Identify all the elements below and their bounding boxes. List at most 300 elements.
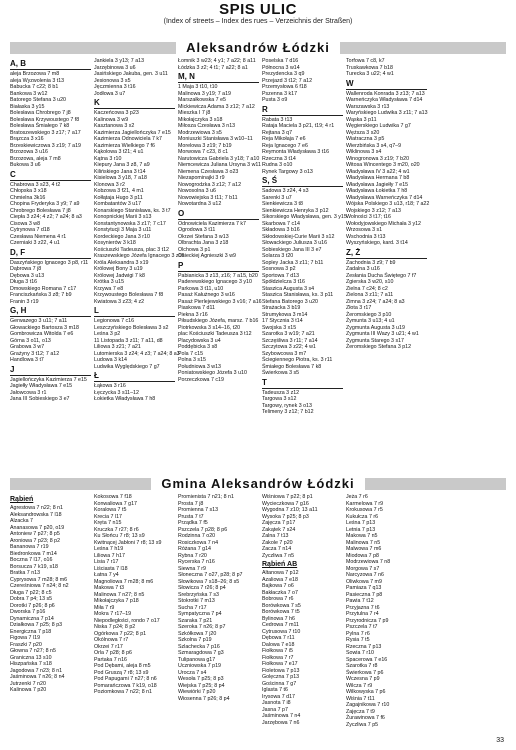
street-entry: Kisielowa 3 y18, 7 a18 xyxy=(94,175,148,181)
street-entry: Długa 3 t16 xyxy=(10,279,38,285)
street-entry: Pasieczna 7 p8 xyxy=(346,591,383,598)
street-entry: 17 Stycznia 3 t14 xyxy=(262,318,303,324)
street-entry: Niemcewicza Juliana Ursyna 3 w11 xyxy=(178,162,261,168)
street-entry: Pszczela 7 p28; 8 p6 xyxy=(178,526,228,533)
street-entry: Sarenki 3 u7 xyxy=(262,194,292,201)
street-entry: Pszenna 3 k17 xyxy=(262,90,298,97)
street-entry: Partaka 7 n16 xyxy=(94,656,127,663)
street-entry: Węższa 3 s20 xyxy=(346,129,380,136)
street-entry: Wiejska 7 p25; 8 p4 xyxy=(178,682,225,689)
street-entry: 11 Listopada 3 z11; 7 a11, d8 xyxy=(94,337,163,344)
street-entry: Szkółkowa 7 j20 xyxy=(178,630,217,637)
street-entry: Cisowa 3 w8 xyxy=(10,220,41,227)
street-entry: Łatna 7 y4 xyxy=(94,572,119,578)
street-entry: Zesłania Ducha Świętego 7 f7 xyxy=(346,272,417,279)
street-entry: Chabrowa 3 s23, 4 t2 xyxy=(10,181,61,188)
street-entry: Dębowa 3 u13 xyxy=(10,272,45,279)
street-entry: Władysława Hermana 7 b8 xyxy=(346,175,410,181)
street-entry: Piaskowa 7 d11 xyxy=(178,305,216,311)
index-column xyxy=(10,494,91,734)
street-entry: Pasaż Pierlejewskiego 3 v16; 7 a16 xyxy=(178,298,262,305)
section-title xyxy=(0,40,516,55)
street-entry: Mikołajczyka 3 s18 xyxy=(178,116,223,123)
street-entry: Cytrynowa 7 d18 xyxy=(10,227,50,233)
letter-heading: Ł xyxy=(94,371,175,382)
section-title-text: Aleksandrów Łódzki xyxy=(176,40,340,55)
street-entry: Wolności 3 t17; t16 xyxy=(346,214,391,220)
street-entry: Kwiatowa 3 z23; 4 z2 xyxy=(94,298,145,305)
street-entry: Morelowa 3 z19; 7 b19 xyxy=(178,142,232,149)
street-entry: Wiśniowa 7 p22; 8 p1 xyxy=(262,494,313,500)
letter-heading: T xyxy=(262,378,343,389)
street-entry: Kazimierza Jagiellończyka 7 e15 xyxy=(94,129,171,136)
street-entry: Szlachecka 7 p16 xyxy=(178,643,220,650)
street-entry: Biedronkowa 7 m14 xyxy=(10,550,57,557)
street-entry: Pomarańczowa 7 k19, o18 xyxy=(94,682,157,689)
street-entry: Aleksandrowska 7 l18 xyxy=(10,511,62,518)
street-entry: Rycerska 7 n16 xyxy=(178,559,215,565)
street-entry: Wrzosowa 3 s1 xyxy=(346,227,383,233)
street-entry: Sadowa 3 z24, 4 s3 xyxy=(262,188,309,194)
street-entry: Legionowa 7 c16 xyxy=(94,318,135,324)
street-entry: Rabata 3 t13 xyxy=(262,116,293,123)
street-entry: Reja Mikołaja 7 e6 xyxy=(262,136,306,142)
street-entry: Czerniaki 3 z22, 4 u1 xyxy=(10,240,60,246)
street-entry: Chrobrego Bolesława 7 j8 xyxy=(10,207,71,214)
street-entry: Zakole 7 p20 xyxy=(262,539,293,546)
street-entry: Ogrodowa 3 t11 xyxy=(178,227,216,233)
street-entry: Energiczna 7 p18 xyxy=(10,628,52,635)
street-entry: Targowa 3 s12 xyxy=(262,396,297,402)
street-entry: Długa 7 p22; 8 c5 xyxy=(10,589,52,596)
street-entry: Srebrzyńska 7 s3 xyxy=(178,591,219,598)
street-entry: Żeromskiego 3 p10 xyxy=(346,311,392,318)
street-entry: Nowowiejska 3 t11; 7 b11 xyxy=(178,194,238,201)
street-entry: Lisia 7 r17 xyxy=(94,559,119,565)
street-entry: Wojskiego 3 z12; 7 a13 xyxy=(346,207,401,214)
street-entry: Marszałkowska 7 e5 xyxy=(178,97,226,103)
street-entry: Wiatraczna 3 p5 xyxy=(346,136,385,142)
street-entry: Południowa 3 w13 xyxy=(178,363,221,370)
street-entry: Gościnna 7 g7 xyxy=(262,680,297,687)
street-entry: Wierzbińska 3 s4, q7–9 xyxy=(346,142,402,149)
street-entry: Mikołajczyka 7 p18 xyxy=(94,598,139,604)
street-entry: Kościuszki Tadeusza, plac 3 t12 xyxy=(94,246,169,253)
street-entry: Przyrodnicza 7 p9 xyxy=(346,617,389,624)
street-entry: Modrzewiowa 3 s5 xyxy=(178,129,222,136)
street-entry: Sucha 7 r17 xyxy=(178,604,207,611)
street-entry: Siewna 7 r9 xyxy=(178,565,206,572)
street-entry: Sympatyczna 7 p4 xyxy=(178,611,222,617)
street-entry: Borówkowa 7 t5 xyxy=(262,609,300,615)
street-entry: Wycieczkowa 7 g16 xyxy=(262,500,309,507)
street-entry: Bananowa 7 r19 xyxy=(10,544,49,550)
street-entry: Przytulna 7 r4 xyxy=(346,611,379,617)
street-entry: Zakątek 7 s24 xyxy=(262,526,296,533)
street-entry: Dębowa 7 r11 xyxy=(262,635,295,641)
street-entry: Dąbrowa 7 j8 xyxy=(10,266,42,272)
street-entry: Słowackiego Juliusza 3 u16 xyxy=(262,240,328,246)
street-entry: Sosnowa 3 p2 xyxy=(262,266,296,272)
street-entry: Poselska 7 d16 xyxy=(262,58,299,64)
street-entry: Żymunta 3 u13; 4 u1 xyxy=(346,318,395,324)
street-entry: Łąkowa 3 r16 xyxy=(94,383,126,389)
street-entry: Malwowa 7 m6 xyxy=(346,546,382,552)
street-entry: Jasna 7 p7 xyxy=(262,706,288,713)
street-entry: Zacza 7 n14 xyxy=(262,546,292,552)
street-entry: Pylna 7 r6 xyxy=(346,630,370,637)
street-entry: Zygmunta Augusta 3 u19 xyxy=(346,324,405,331)
street-entry: Zyczliwa 7 n5 xyxy=(262,552,295,559)
street-entry: Swojska 3 x15 xyxy=(262,324,297,331)
street-entry: Żeromskiego Stefana 3 p12 xyxy=(346,344,412,350)
street-entry: Zygmunta Starego 3 s17 xyxy=(346,337,405,344)
letter-heading: K xyxy=(94,98,175,109)
street-entry: Urocza 7 s4 xyxy=(178,669,207,676)
street-entry: Jaśminowa 7 n26; 8 n4 xyxy=(10,674,65,680)
street-entry: Polna 3 s15 xyxy=(178,357,206,363)
street-entry: Fiołkowa 7 i5 xyxy=(262,648,293,654)
street-entry: Liściasta 7 l18 xyxy=(94,565,128,572)
letter-heading: R xyxy=(262,105,343,116)
street-entry: Konopnickiej Marii 3 s13 xyxy=(94,214,152,220)
street-entry: Orla 7 p28; 8 p6 xyxy=(94,650,132,656)
street-entry: Kruczka 7 r27; 8 r6 xyxy=(94,526,139,533)
street-entry: Kobzowa 3 f21, 4 m1 xyxy=(94,188,144,194)
street-entry: Okrzei 7 r17 xyxy=(94,643,123,650)
street-entry: Placydowska 3 u4 xyxy=(178,337,221,344)
street-entry: Sikorskiego Władysława, gen. 3 y15 xyxy=(262,214,347,220)
street-entry: Nowogrodzka 3 z12; 7 a12 xyxy=(178,181,242,188)
street-entry: Konarskiego Stanisława, ks. 3 t7 xyxy=(94,207,171,214)
street-entry: Dobra 7 p4; 13 s5 xyxy=(10,596,53,602)
street-entry: Jałowcowa 3 r1 xyxy=(10,389,47,396)
locality-heading: Rąbień xyxy=(10,496,34,503)
street-entry: Skarbowa 7 c14 xyxy=(262,220,300,227)
street-entry: Ku Słońcu 7 r8; 13 s9 xyxy=(94,533,145,539)
street-entry: Jaśminowa 7 n4 xyxy=(262,713,301,719)
index-column xyxy=(346,58,430,458)
street-entry: Golęczna 7 p13 xyxy=(262,674,300,680)
street-entry: Kaczeńcowa 3 p23 xyxy=(94,110,139,116)
street-entry: Leśna 7 h19 xyxy=(94,546,124,552)
street-entry: Czereśniowa 7 n24; 8 n2 xyxy=(10,583,69,589)
street-entry: Krzywa 7 e8 xyxy=(94,285,124,292)
street-entry: Rzeczna 3 t14 xyxy=(262,155,296,162)
street-entry: Zalna 7 t13 xyxy=(262,533,289,539)
street-entry: Bratka 7 n13 xyxy=(10,570,41,576)
street-entry: Jęczmienna 3 t16 xyxy=(94,84,136,90)
street-entry: Sportowa 7 d13 xyxy=(262,272,300,279)
street-entry: Jagodowa 7 n23; 8 n1 xyxy=(10,667,63,674)
street-entry: Kąkolowa 3 t21; 4 u1 xyxy=(94,149,144,155)
street-entry: Górna 3 o11, o13 xyxy=(10,337,51,344)
street-entry: Prusta 7 t7 xyxy=(178,513,204,520)
street-entry: Reymonta Władysława 3 t16 xyxy=(262,149,330,155)
street-entry: Piotrkowska 3 s14–16, t20 xyxy=(178,324,241,331)
street-entry: Miłosza Czesława 3 n13 xyxy=(178,123,236,129)
street-entry: Pod Gruszą 7 r8; 13 s9 xyxy=(94,669,149,676)
page-number: 33 xyxy=(496,737,504,744)
street-entry: Zielna 7 c24; 8 c2 xyxy=(346,285,388,292)
street-entry: Karmelowa 7 r9 xyxy=(346,500,384,507)
street-entry: Wołodyjowskiego Michała 3 y12 xyxy=(346,220,421,227)
letter-heading: D, F xyxy=(10,248,91,259)
street-entry: Chmielna 3k16 xyxy=(10,194,46,201)
street-entry: Mieszka I 7 j8 xyxy=(178,110,211,116)
street-entry: Reja Ignacego 7 e6 xyxy=(262,142,308,149)
street-entry: Promienista 7 n21; 8 n1 xyxy=(178,494,234,500)
section-title xyxy=(0,476,516,491)
street-entry: Sobieskiego Jana III 3 e7 xyxy=(262,246,322,253)
street-entry: Wesoła 7 p25; 8 p3 xyxy=(178,676,224,682)
street-entry: 1 Maja 3 t10, t10 xyxy=(178,84,218,90)
street-entry: Wiklinowa 3 s4 xyxy=(346,149,382,155)
street-entry: Piłsudskiego Józefa, marsz. 7 b16 xyxy=(178,318,259,324)
street-entry: Rodzinna 7 o20 xyxy=(178,533,216,539)
street-entry: Nowotardna 3 u12 xyxy=(178,201,222,207)
page-subtitle: (Index of streets – Index des rues – Verzeichnis der Straßen) xyxy=(163,18,353,25)
street-entry: Działkowa 7 p25; 8 p3 xyxy=(10,622,63,628)
index-column xyxy=(10,58,91,458)
street-entry: Wąska 3 p11 xyxy=(346,116,377,123)
street-entry: Torfowa 7 c8, k7 xyxy=(346,58,385,64)
street-entry: Franin 3 r19 xyxy=(10,298,39,305)
street-entry: Okólnowa 7 r7 xyxy=(94,637,129,643)
street-entry: Jarzębinowa 3 u6 xyxy=(94,64,136,71)
street-entry: Prezydencka 3 q9 xyxy=(262,71,305,77)
street-entry: Mickiewicza Adama 3 z12; 7 a12 xyxy=(178,103,255,110)
letter-heading: O xyxy=(178,209,259,220)
street-entry: Bajkowa 7 o6 xyxy=(262,583,294,589)
street-entry: Jarzębowa 7 n6 xyxy=(262,719,300,726)
letter-heading: W xyxy=(346,79,427,90)
street-entry: Chłopska 3 x18 xyxy=(10,188,47,194)
street-entry: Złota 3 r17 xyxy=(346,305,372,311)
index-column xyxy=(262,58,347,458)
street-entry: Pawia 7 t12 xyxy=(346,598,374,604)
street-entry: Makowa 7 n5 xyxy=(346,533,378,539)
street-entry: Kosynierów 3 k18 xyxy=(94,240,136,246)
street-entry: Łęczycka 3 s11–12 xyxy=(94,389,139,396)
street-entry: Ludwika Wyględskiego 7 g7 xyxy=(94,363,160,370)
street-entry: Kazimierza Odnowiciela 7 k7 xyxy=(94,136,163,142)
street-entry: Graniczna 13 s10 xyxy=(10,654,52,661)
locality-heading: Rąbień AB xyxy=(262,561,298,568)
street-entry: Staszica Stanisława, ks. 3 p11 xyxy=(262,292,334,298)
street-entry: Liliowa 7 h17 xyxy=(94,552,125,559)
street-entry: Pod Dębami, aleja 8 m5 xyxy=(94,663,151,669)
street-entry: Krecia 7 l17 xyxy=(94,513,122,520)
street-entry: Konstytucji 3 Maja 3 u11 xyxy=(94,227,152,233)
street-entry: Zachodnia 3 z9; 7 b9 xyxy=(346,259,396,266)
street-entry: Fiołkowa 7 e17 xyxy=(262,661,298,667)
street-entry: Kokosowa 7 f18 xyxy=(94,494,132,500)
street-entry: Fioletowa 7 p13 xyxy=(262,667,300,674)
street-entry: Zygmunta III Wazy 3 u21; 4 w1 xyxy=(346,331,419,337)
street-entry: Kręta 7 n15 xyxy=(94,520,122,526)
street-entry: Wschodnia 3 t13 xyxy=(346,233,386,240)
street-entry: aleja Brzozowa 7 m8 xyxy=(10,71,60,77)
street-entry: Bratoszewskiego 3 z17; 7 a17 xyxy=(10,129,81,136)
street-entry: Warszawska 3 r13 xyxy=(346,103,390,110)
street-entry: Królowej Bony 3 u19 xyxy=(94,266,143,272)
street-entry: Miła 7 r9 xyxy=(94,604,115,611)
street-entry: Sowia 7 r10 xyxy=(346,650,374,656)
street-entry: Rejtana 3 q7 xyxy=(262,129,293,136)
street-entry: Łomnik 3 w23; 4 y1; 7 a22; 8 a11 xyxy=(178,58,256,64)
letter-heading: S, Ś xyxy=(262,176,343,187)
street-entry: Stefana Batorego 3 u20 xyxy=(262,298,318,305)
street-entry: Nowosolna 3 u6 xyxy=(178,188,216,194)
street-entry: Narutowicza Gabriela 3 y18; 7 a10 xyxy=(178,155,260,162)
street-entry: Wilcza 7 r9 xyxy=(346,682,373,689)
street-entry: Olbrachta Jana 3 z18 xyxy=(178,240,229,246)
street-entry: Jagiełły Władysława 7 e15 xyxy=(10,383,73,389)
street-entry: Stokrotki 7 m13 xyxy=(178,598,215,604)
street-entry: Uczniowska 7 p19 xyxy=(178,663,221,669)
street-entry: Pabianicka 3 z13, z16; 7 a15, b20 xyxy=(178,272,258,279)
street-entry: Składowa 3 b16 xyxy=(262,227,300,233)
street-entry: Azaliowa 7 e18 xyxy=(262,576,298,583)
street-entry: Koralowa 7 t5 xyxy=(94,507,127,513)
street-entry: Krótka 3 u15 xyxy=(94,279,125,285)
street-entry: Jasińskiego Jakuba, gen. 3 u11 xyxy=(94,71,168,77)
street-entry: Magnoliowa 7 m28; 8 m6 xyxy=(94,578,154,585)
street-entry: Kołłątaja Hugo 3 p11 xyxy=(94,194,143,201)
street-entry: Brzeskiewiczowa 3 z19; 7 a19 xyxy=(10,142,81,149)
street-entry: Prządka 7 f5 xyxy=(178,520,208,526)
street-entry: Aroniowa 7 p23; 8 p2 xyxy=(10,537,61,544)
street-entry: Olchowa 3 p1 xyxy=(178,246,211,253)
street-entry: Przemysłowa 6 f18 xyxy=(262,84,307,90)
street-index-columns xyxy=(10,58,430,458)
street-entry: Bolesława Chrobrego 7 j8 xyxy=(10,110,71,116)
street-entry: Poddębicka 3 s8 xyxy=(178,344,218,350)
street-entry: Leszczyńskiego Bolesława 3 s2 xyxy=(94,324,169,331)
street-entry: Waryńskiego Ludwika 3 z11; 7 a13 xyxy=(346,110,428,116)
street-entry: Bankowa 3 w12 xyxy=(10,90,48,97)
street-entry: Łokietka Władysława 7 h8 xyxy=(94,396,156,402)
street-entry: Gombrowicza Witolda 7 e6 xyxy=(10,331,74,337)
street-entry: Okrzei Stefana 3 w13 xyxy=(178,233,229,240)
street-entry: Morwowa 7 c23, 8 c1 xyxy=(178,149,229,155)
street-entry: Ananasowa 7 p20, o19 xyxy=(10,524,65,531)
street-entry: Pamiaza 7 q13 xyxy=(346,585,382,591)
street-entry: Iglasta 7 t6 xyxy=(262,687,288,693)
street-entry: Malinowa 3 y19; 7 a19 xyxy=(178,90,232,97)
street-entry: Rosiczkowa 7 n4 xyxy=(178,539,219,546)
street-entry: Modrzewiowa 7 n8 xyxy=(346,559,391,565)
street-entry: Pod Papugami 7 n27; 8 n6 xyxy=(94,676,157,682)
street-entry: Władysława Łokietka 7 h8 xyxy=(346,188,408,194)
street-entry: Alzacka 7 xyxy=(10,518,33,524)
page-header xyxy=(0,2,516,26)
street-entry: Irysowa 7 d17 xyxy=(262,693,295,700)
street-entry: Poziomkowa 7 n22; 8 n1 xyxy=(94,689,153,695)
street-entry: Handlowa 3 t7 xyxy=(10,357,44,363)
street-entry: Turecka 3 u22; 4 w1 xyxy=(346,71,394,77)
street-entry: Tulipanowa g17 xyxy=(178,656,216,663)
street-entry: Piekna 3 r16 xyxy=(178,311,208,318)
street-entry: Szaraka 7 p21 xyxy=(178,617,213,624)
street-entry: Zagajnikowa 7 r10 xyxy=(346,702,390,708)
street-entry: Śmiałego Bolesława 7 k8 xyxy=(262,363,322,370)
street-entry: Oliwkowa 7 m9 xyxy=(346,578,382,585)
street-entry: Królowej Jadwigi 7 k8 xyxy=(94,272,145,279)
street-entry: Pasaż Kałużnego 3 w16 xyxy=(178,292,235,298)
street-entry: Rysia 7 t5 xyxy=(346,637,370,643)
street-entry: Cyprysowa 7 m28; 8 m6 xyxy=(10,576,68,583)
street-entry: Bolesława Krzywoustego 7 f8 xyxy=(10,116,80,123)
street-entry: Ludowa 3 k14 xyxy=(94,357,127,363)
street-entry: Daszyńskiego Ignacego 3 p8, r11 xyxy=(10,259,89,266)
street-entry: Skłodowskiej-Curie Marii 3 s12 xyxy=(262,233,335,240)
street-entry: Kiepury Jana 3 z8, 7 a9 xyxy=(94,162,150,168)
street-entry: Pola 7 c15 xyxy=(178,350,204,357)
street-entry: Brzozowa 3 u16 xyxy=(10,149,48,155)
street-entry: Kątna 3 r10 xyxy=(94,155,122,162)
street-entry: plac Kościuszki Tadeusza 3 t12 xyxy=(178,331,252,337)
street-entry: Batorego Stefana 3 u20 xyxy=(10,97,66,103)
street-entry: Północna 3 w14 xyxy=(262,64,300,71)
street-entry: Solarza 3 t20 xyxy=(262,253,294,259)
street-entry: Boczna 7 l17, o16 xyxy=(10,557,53,563)
street-entry: Grabowa 3 w7 xyxy=(10,344,45,350)
street-entry: Wiewiórki 7 p20 xyxy=(178,689,216,695)
street-entry: Dynamiczna 7 p14 xyxy=(10,615,54,622)
street-entry: Sienkiewicza 3 t8 xyxy=(262,201,303,207)
street-entry: Kombatantów 3 u17 xyxy=(94,201,142,207)
street-entry: Szczęśliwa 3 r11; 7 a14 xyxy=(262,337,318,344)
street-entry: Wczesna 7 p9 xyxy=(346,676,380,682)
street-entry: Klonowa 3 r2 xyxy=(94,181,125,188)
street-entry: Kalinowa 7 p20 xyxy=(10,687,47,693)
street-entry: Parkowa 3 t11, u10 xyxy=(178,285,224,292)
street-entry: Władysława Jagiełły 7 e15 xyxy=(346,181,409,188)
letter-heading: G, H xyxy=(10,306,91,317)
street-entry: Truskawkowa 7 b18 xyxy=(346,64,393,71)
index-column xyxy=(178,58,262,458)
section-title-text: Gmina Aleksandrów Łódzki xyxy=(151,476,364,491)
street-entry: Jesionowa 3 s5 xyxy=(94,77,131,84)
letter-heading: M, N xyxy=(178,72,259,83)
street-entry: Kilińskiego Jana 3 t14 xyxy=(94,168,146,175)
street-entry: Słowikowa 7 s18–26; 8 s5 xyxy=(178,578,240,585)
street-entry: Sienkiewicza Henryka 3 p12 xyxy=(262,207,329,214)
street-entry: Zgierska 3 w20, s10 xyxy=(346,279,394,285)
street-entry: aleja Wyzwolenia 3 t13 xyxy=(10,77,65,84)
street-entry: Moniuszki Stanisława 3 w10–11 xyxy=(178,136,253,142)
index-column xyxy=(94,58,185,458)
street-entry: Tadeusza 3 z12 xyxy=(262,389,300,396)
street-entry: Franciszkańska 3 z8; 7 b9 xyxy=(10,292,72,298)
street-entry: Króla Aleksandra 3 x19 xyxy=(94,259,149,266)
street-entry: Grażyny 3 t12; 7 a12 xyxy=(10,350,60,357)
index-column xyxy=(262,494,343,734)
street-entry: Antoniew 7 p27; 8 p5 xyxy=(10,531,60,537)
street-entry: Słowicza 7 r26; 8 p4 xyxy=(178,585,226,591)
street-entry: Babucka 7 c22; 8 b1 xyxy=(10,84,59,90)
index-column xyxy=(178,494,259,734)
street-entry: Szczytowa 3 z22; 4 w1 xyxy=(262,344,316,350)
street-entry: Wiosenna 7 p26; 8 p4 xyxy=(178,695,230,702)
letter-heading: L xyxy=(94,306,175,317)
street-entry: Jodłowa 3 u7 xyxy=(94,90,126,97)
street-entry: Świerkowa 3 s5 xyxy=(262,370,300,376)
street-entry: Strażacka 3 b19 xyxy=(262,305,301,311)
street-entry: Głowackiego Bartosza 3 m18 xyxy=(10,324,79,331)
